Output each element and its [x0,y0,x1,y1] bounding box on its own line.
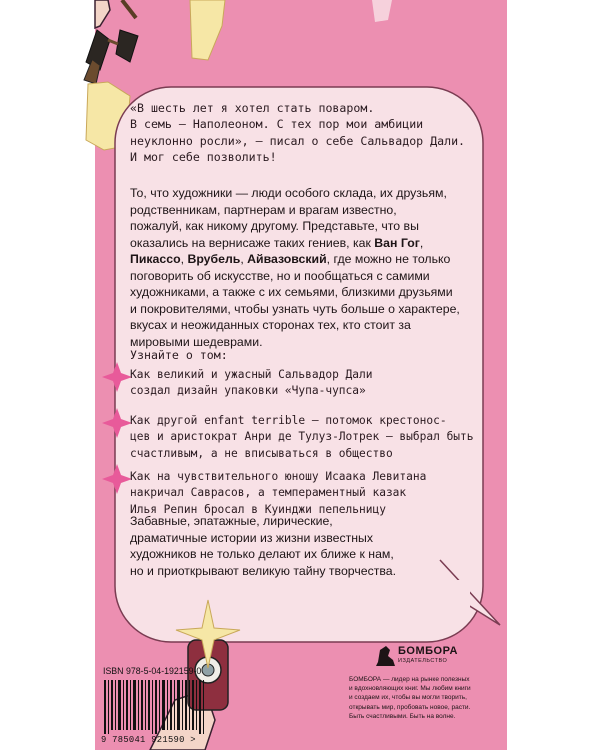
list-item: Как на чувствительного юношу Исаака Левитана накричал Саврасов, а темпераментный казак Илья Репин бросал в Куинджи пепельницу [130,470,427,516]
barcode-number: 9 785041 921590 > [101,735,196,745]
artist-name: Ван Гог [374,235,420,250]
author-quote: «В шесть лет я хотел стать поваром. В семь — Наполеоном. С тех пор мои амбиции неуклонно росли», — писал о себе Сальвадор Дали. И мог себе позволить! [130,101,466,165]
publisher-subtitle: ИЗДАТЕЛЬСТВО [398,658,448,664]
leaf-illustration [372,0,392,22]
artist-name: Пикассо [130,252,181,266]
closing-paragraph: Забавные, эпатажные, лирические, драматичные истории из жизни известных художников не только делают их ближе к нам, но и приоткрывают великую тайну творчества. [130,514,397,578]
artist-name: Врубель [187,252,241,266]
publisher-name: БОМБОРА [398,645,458,657]
list-item: Как великий и ужасный Сальвадор Дали создал дизайн упаковки «Чупа-чупса» [130,368,373,398]
list-item: Как другой enfant terrible — потомок крестонос- цев и аристократ Анри де Тулуз-Лотрек — выбрал быть счастливым, а не вписываться в общество [130,414,474,460]
description-paragraph: То, что художники — люди особого склада, их друзьям, родственникам, партнерам и врагам известно, пожалуй, как никому другому. Представьте, что вы оказались на вернисаже таких гениев, как Ван Гог, Пикассо, Врубель, Айвазовский, где можно не только поговорить об искусстве, но и пообщаться с самими художниками, а также с их семьями, близкими друзьями и покровителями, чтобы узнать чуть больше о характере, вкусах и неожиданных сторонах тех, кто стоит за мировыми шедеврами. [130,186,460,349]
artist-name: Айвазовский [247,252,327,266]
barcode-area [99,664,217,746]
glasses-illustration [84,0,138,84]
learn-heading: Узнайте о том: [130,348,228,362]
bombora-logo-icon [376,646,395,666]
isbn-label: ISBN 978-5-04-192159-0 [103,666,202,676]
publisher-blurb: БОМБОРА — лидер на рынке полезных и вдохновляющих книг. Мы любим книги и создаем их, чтобы вы могли творить, открывать мир, пробовать новое, расти. Быть счастливыми. Быть на волне. [349,676,471,720]
